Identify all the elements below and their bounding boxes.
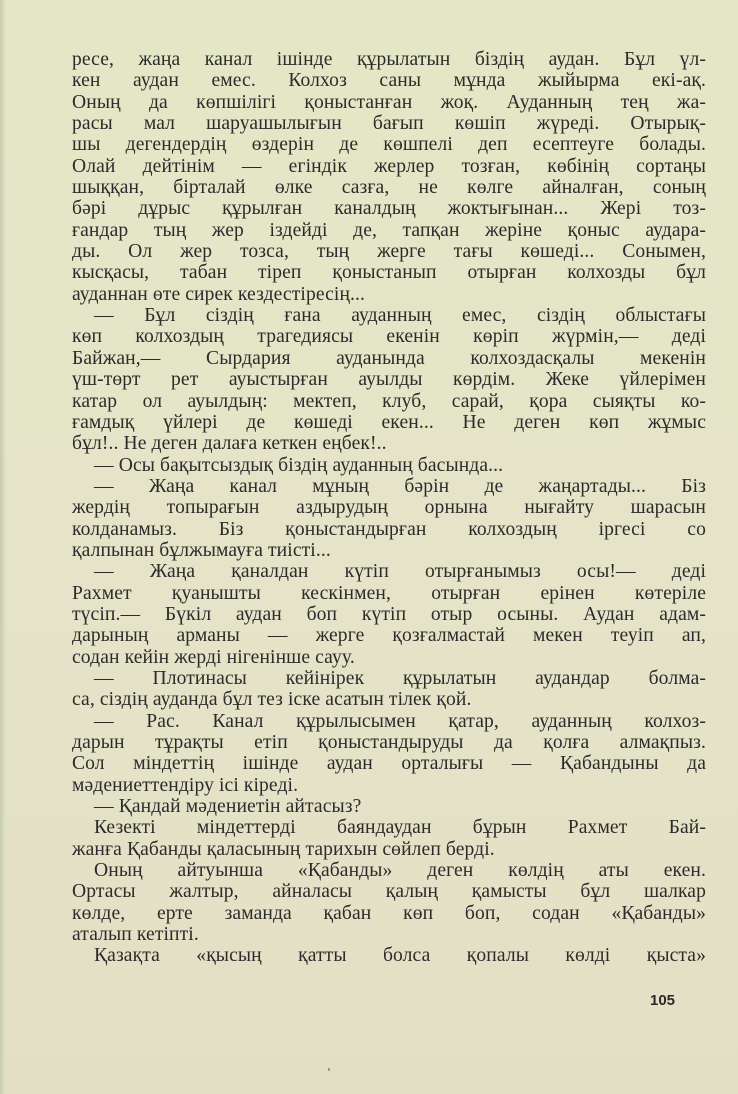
text-line: — Осы бақытсыздық біздің ауданның басында... [94, 454, 504, 476]
text-line: жердің топырағын аздырудың орнына нығайту шарасын [72, 497, 706, 519]
page-binding-edge [0, 0, 6, 1094]
text-line: шыққан, бірталай өлке сазға, не көлге айналған, соның [72, 177, 706, 199]
text-line: катар ол ауылдың: мектеп, клуб, сарай, қора сыяқты ко- [72, 390, 706, 412]
text-line: көп колхоздың трагедиясы екенін көріп жүрмін,— деді [72, 326, 706, 348]
text-line: колданамыз. Біз қоныстандырған колхоздың іргесі со [72, 518, 706, 540]
text-line: — Плотинасы кейінірек құрылатын аудандар болма- [94, 667, 706, 689]
text-line: бәрі дұрыс құрылған каналдың жоктығынан... Жері тоз- [72, 198, 706, 220]
text-line: Олай дейтінім — егіндік жерлер тозған, көбінің сортаңы [72, 155, 706, 177]
text-line: бұл!.. Не деген далаға кеткен еңбек!.. [72, 433, 387, 455]
text-line: Ортасы жалтыр, айналасы қалың қамысты бұл шалкар [72, 881, 706, 903]
text-line: содан кейін жерді нігенінше сауу. [72, 646, 355, 668]
text-line: ауданнан өте сирек кездестіресің... [72, 283, 366, 305]
text-line: — Бұл сіздің ғана ауданның емес, сіздің облыстағы [94, 305, 706, 327]
text-line: мәдениеттендіру ісі кіреді. [72, 774, 299, 796]
text-line: жанға Қабанды қаласының тарихын сөйлеп берді. [72, 838, 495, 860]
text-line: Оның да көпшілігі қоныстанған жоқ. Ауданның тең жа- [72, 91, 706, 113]
text-line: Кезекті міндеттерді баяндаудан бұрын Рахмет Бай- [94, 817, 706, 839]
text-line: Сол міндеттің ішінде аудан орталығы — Қабандыны да [72, 753, 706, 775]
text-line: — Қандай мәдениетін айтасыз? [94, 796, 362, 818]
text-line: — Жаңа канал мұның бәрін де жаңартады... Біз [94, 475, 706, 497]
text-line: — Жаңа қаналдан күтіп отырғанымыз осы!— деді [94, 561, 706, 583]
text-line: Рахмет қуанышты кескінмен, отырған ерінен көтеріле [72, 582, 706, 604]
text-line: расы мал шаруашылығын бағып көшіп жүреді. Отырық- [72, 113, 706, 135]
text-line: ды. Ол жер тозса, тың жерге тағы көшеді... Сонымен, [72, 241, 706, 263]
text-line: дарының арманы — жерге қозғалмастай мекен теуіп ап, [72, 625, 706, 647]
text-line: ресе, жаңа канал ішінде құрылатын біздің аудан. Бұл үл- [72, 49, 706, 70]
text-line: кысқасы, табан тіреп қоныстанып отырған колхозды бұл [72, 262, 706, 284]
text-line: қалпынан бұлжымауға тиісті... [72, 539, 331, 561]
text-line: са, сіздің ауданда бұл тез іске асатын тілек қой. [72, 689, 472, 711]
text-line: ғандар тың жер іздейді де, тапқан жеріне қоныс аудара- [72, 219, 706, 241]
text-line: түсіп.— Бүкіл аудан боп күтіп отыр осыны. Аудан адам- [72, 603, 706, 625]
text-line: Қазақта «қысың қатты болса қопалы көлді қыста» [94, 945, 706, 967]
text-line: көлде, ерте заманда қабан көп боп, содан «Қабанды» [72, 902, 706, 924]
text-line: дарын тұрақты етіп қоныстандыруды да қолға алмақпыз. [72, 732, 706, 753]
text-line: Байжан,— Сырдария ауданында колхоздасқалы мекенін [72, 347, 706, 369]
text-line: ғамдық үйлері де көшеді екен... Не деген көп жұмыс [72, 411, 706, 433]
page-body-text [72, 49, 706, 967]
text-line: Оның айтуынша «Қабанды» деген көлдің аты екен. [94, 860, 706, 882]
text-line: аталып кетіпті. [72, 924, 199, 946]
text-line: — Рас. Канал құрылысымен қатар, ауданның колхоз- [94, 710, 706, 732]
paper-speck [328, 1068, 330, 1071]
page-number: 105 [650, 992, 676, 1009]
text-line: кен аудан емес. Колхоз саны мұнда жыйырма екі-ақ. [72, 70, 706, 92]
text-line: шы дегендердің өздерін де көшпелі деп есептеуге болады. [72, 134, 706, 156]
text-line: үш-төрт рет ауыстырған ауылды көрдім. Жеке үйлерімен [72, 369, 706, 391]
